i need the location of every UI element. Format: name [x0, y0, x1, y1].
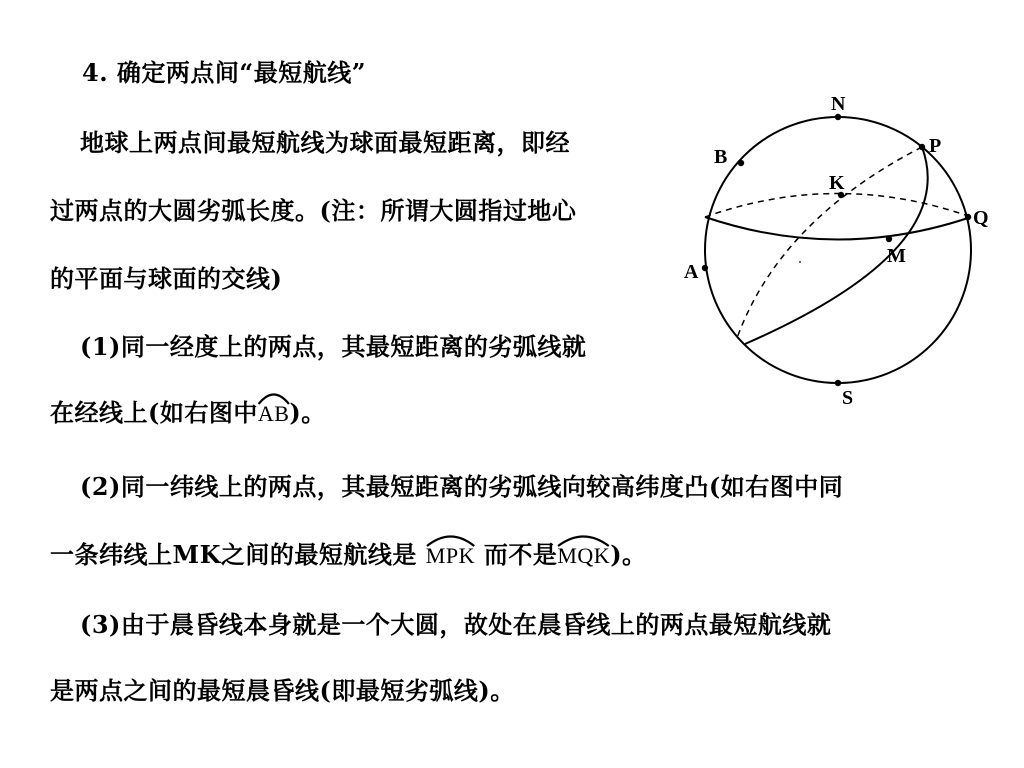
point2-line-2	[50, 540, 647, 570]
point-s-dot	[835, 380, 841, 386]
label-s: S	[842, 387, 854, 409]
point-b-dot	[738, 160, 744, 166]
arc-mark-icon	[258, 393, 290, 405]
globe-diagram	[680, 88, 1000, 418]
point1-line-1: (1)同一经度上的两点，其最短距离的劣弧线就	[80, 332, 587, 361]
arc-mark-icon	[557, 535, 610, 547]
arc-mpk-label: MPK	[425, 543, 475, 568]
arc-mqk	[557, 540, 610, 568]
intro-line-3: 的平面与球面的交线)	[50, 264, 283, 293]
point2-text-after: )。	[610, 540, 647, 569]
arc-mqk-label: MQK	[557, 543, 611, 568]
intro-line-1: 地球上两点间最短航线为球面最短距离，即经	[80, 128, 570, 157]
point3-line-1: (3)由于晨昏线本身就是一个大圆，故处在晨昏线上的两点最短航线就	[80, 610, 832, 639]
point3-line-2: 是两点之间的最短晨昏线(即最短劣弧线)。	[50, 676, 515, 705]
heading	[82, 58, 366, 88]
label-p: P	[929, 135, 942, 157]
arc-mpk	[426, 540, 475, 568]
intro-line-2: 过两点的大圆劣弧长度。(注：所谓大圆指过地心	[50, 196, 577, 225]
point2-text-middle: 而不是	[483, 540, 558, 569]
arc-ab	[258, 398, 290, 426]
point2-text-before: 一条纬线上MK之间的最短航线是	[50, 540, 417, 569]
center-mark	[799, 261, 801, 263]
point1-text-before: 在经线上(如右图中	[50, 398, 258, 427]
point-a-dot	[702, 265, 708, 271]
heading-title: 确定两点间“最短航线”	[116, 58, 367, 87]
point1-line-2	[50, 398, 326, 428]
equator-back	[705, 194, 971, 218]
label-k: K	[829, 172, 845, 194]
arc-ab-label: AB	[257, 401, 290, 426]
label-n: N	[831, 93, 846, 115]
equator-front	[705, 217, 971, 240]
point-q-dot	[965, 214, 971, 220]
point2-line-1: (2)同一纬线上的两点，其最短距离的劣弧线向较高纬度凸(如右图中同	[80, 472, 844, 501]
point-p-dot	[919, 144, 925, 150]
arc-mark-icon	[426, 535, 475, 547]
point1-text-after: )。	[289, 398, 326, 427]
heading-number: 4	[82, 58, 100, 87]
label-m: M	[887, 245, 906, 267]
label-a: A	[684, 261, 699, 283]
label-q: Q	[973, 207, 989, 229]
label-b: B	[714, 146, 728, 168]
heading-separator: .	[99, 58, 117, 87]
point-m-dot	[886, 236, 892, 242]
